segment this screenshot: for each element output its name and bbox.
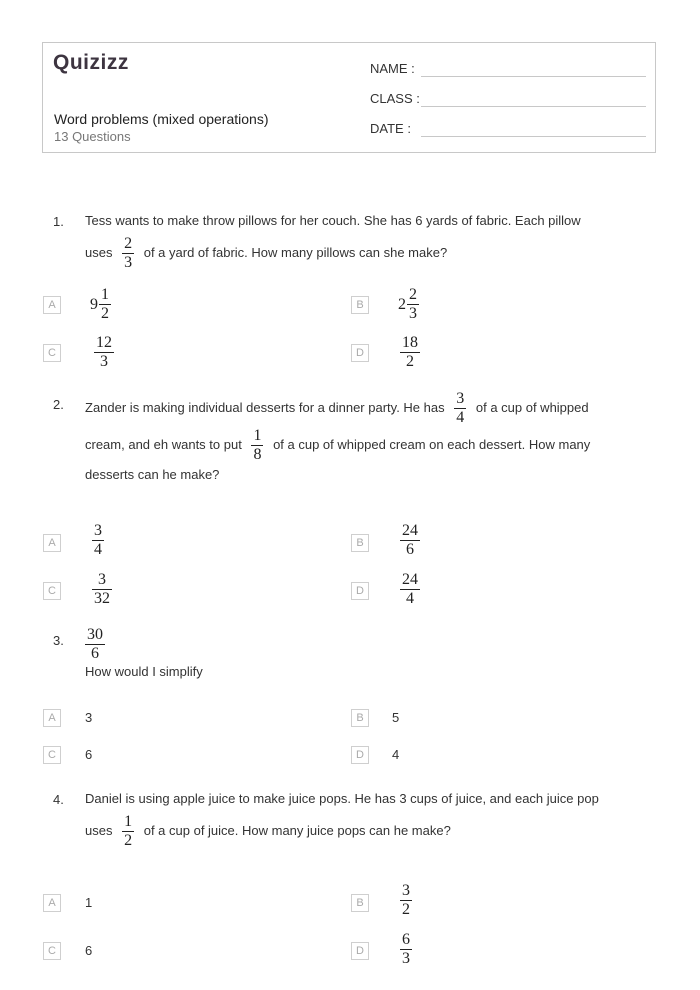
option-a-value[interactable]: 3 [85, 710, 93, 725]
text-fragment: uses [85, 244, 113, 260]
name-line [421, 76, 646, 77]
option-d-value[interactable]: $\frac{24}{4}$ [402, 571, 418, 607]
option-a-value[interactable]: $\frac{3}{4}$ [94, 522, 102, 558]
question-line [85, 235, 660, 272]
quizizz-logo: Quizizz [53, 51, 129, 74]
option-d-badge[interactable]: D [351, 344, 369, 362]
option-a-badge[interactable]: A [43, 296, 61, 314]
fraction: $\frac{2}{3}$ [124, 235, 133, 271]
worksheet-title: Word problems (mixed operations) [54, 111, 269, 127]
name-field[interactable] [370, 61, 415, 76]
date-field[interactable] [370, 121, 411, 136]
option-b-value[interactable]: 5 [392, 710, 400, 725]
fraction: $\frac{1}{8}$ [253, 427, 262, 463]
option-d-badge[interactable]: D [351, 746, 369, 764]
option-a-badge[interactable]: A [43, 709, 61, 727]
option-b-value[interactable]: 2 $\frac{2}{3}$ [398, 286, 417, 322]
question-number: 3. [53, 633, 64, 648]
class-label: CLASS : [370, 91, 420, 106]
option-a-value[interactable]: 1 [85, 895, 93, 910]
text-fragment: of a cup of whipped [475, 399, 589, 415]
option-b-badge[interactable]: B [351, 709, 369, 727]
text-fragment: of a yard of fabric. How many pillows can she make? [143, 244, 448, 260]
fraction: $\frac{1}{2}$ [124, 813, 133, 849]
question-line: Tess wants to make throw pillows for her couch. She has 6 yards of fabric. Each pillow [85, 213, 581, 228]
option-d-value[interactable]: 4 [392, 747, 400, 762]
text-fragment: Zander is making individual desserts for a dinner party. He has [85, 399, 445, 415]
fraction: $\frac{3}{4}$ [456, 390, 465, 426]
option-a-badge[interactable]: A [43, 534, 61, 552]
question-line: How would I simplify [85, 664, 203, 679]
option-c-value[interactable]: 6 [85, 943, 93, 958]
name-label: NAME : [370, 61, 415, 76]
option-d-badge[interactable]: D [351, 582, 369, 600]
option-c-badge[interactable]: C [43, 942, 61, 960]
class-line [421, 106, 646, 107]
fraction: $\frac{30}{6}$ [87, 626, 103, 662]
class-field[interactable] [370, 91, 420, 106]
option-d-value[interactable]: $\frac{18}{2}$ [402, 334, 418, 370]
text-fragment: uses [85, 822, 113, 838]
question-text [85, 207, 660, 272]
option-c-badge[interactable]: C [43, 746, 61, 764]
question-line: desserts can he make? [85, 467, 220, 482]
option-c-value[interactable]: $\frac{3}{32}$ [94, 571, 110, 607]
option-b-badge[interactable]: B [351, 534, 369, 552]
date-line [421, 136, 646, 137]
question-count: 13 Questions [54, 129, 131, 144]
question-line [85, 626, 660, 663]
date-label: DATE : [370, 121, 411, 136]
question-number: 1. [53, 214, 64, 229]
option-b-badge[interactable]: B [351, 296, 369, 314]
option-b-value[interactable]: $\frac{3}{2}$ [402, 882, 410, 918]
option-c-badge[interactable]: C [43, 582, 61, 600]
question-line: Daniel is using apple juice to make juice pops. He has 3 cups of juice, and each juice pop [85, 791, 599, 806]
question-line [85, 813, 660, 850]
question-line [85, 427, 660, 464]
question-number: 2. [53, 397, 64, 412]
option-c-badge[interactable]: C [43, 344, 61, 362]
text-fragment: of a cup of juice. How many juice pops can he make? [143, 822, 451, 838]
text-fragment: of a cup of whipped cream on each dessert. How many [273, 436, 591, 452]
option-d-badge[interactable]: D [351, 942, 369, 960]
question-text [85, 390, 660, 486]
option-c-value[interactable]: 6 [85, 747, 93, 762]
option-d-value[interactable]: $\frac{6}{3}$ [402, 931, 410, 967]
question-line [85, 390, 660, 427]
option-a-value[interactable]: 9 $\frac{1}{2}$ [90, 286, 109, 322]
option-c-value[interactable]: $\frac{12}{3}$ [96, 334, 112, 370]
worksheet-header [42, 42, 656, 153]
option-a-badge[interactable]: A [43, 894, 61, 912]
question-number: 4. [53, 792, 64, 807]
text-fragment: cream, and eh wants to put [85, 436, 242, 452]
option-b-value[interactable]: $\frac{24}{6}$ [402, 522, 418, 558]
option-b-badge[interactable]: B [351, 894, 369, 912]
question-text [85, 785, 660, 850]
question-text [85, 626, 660, 681]
